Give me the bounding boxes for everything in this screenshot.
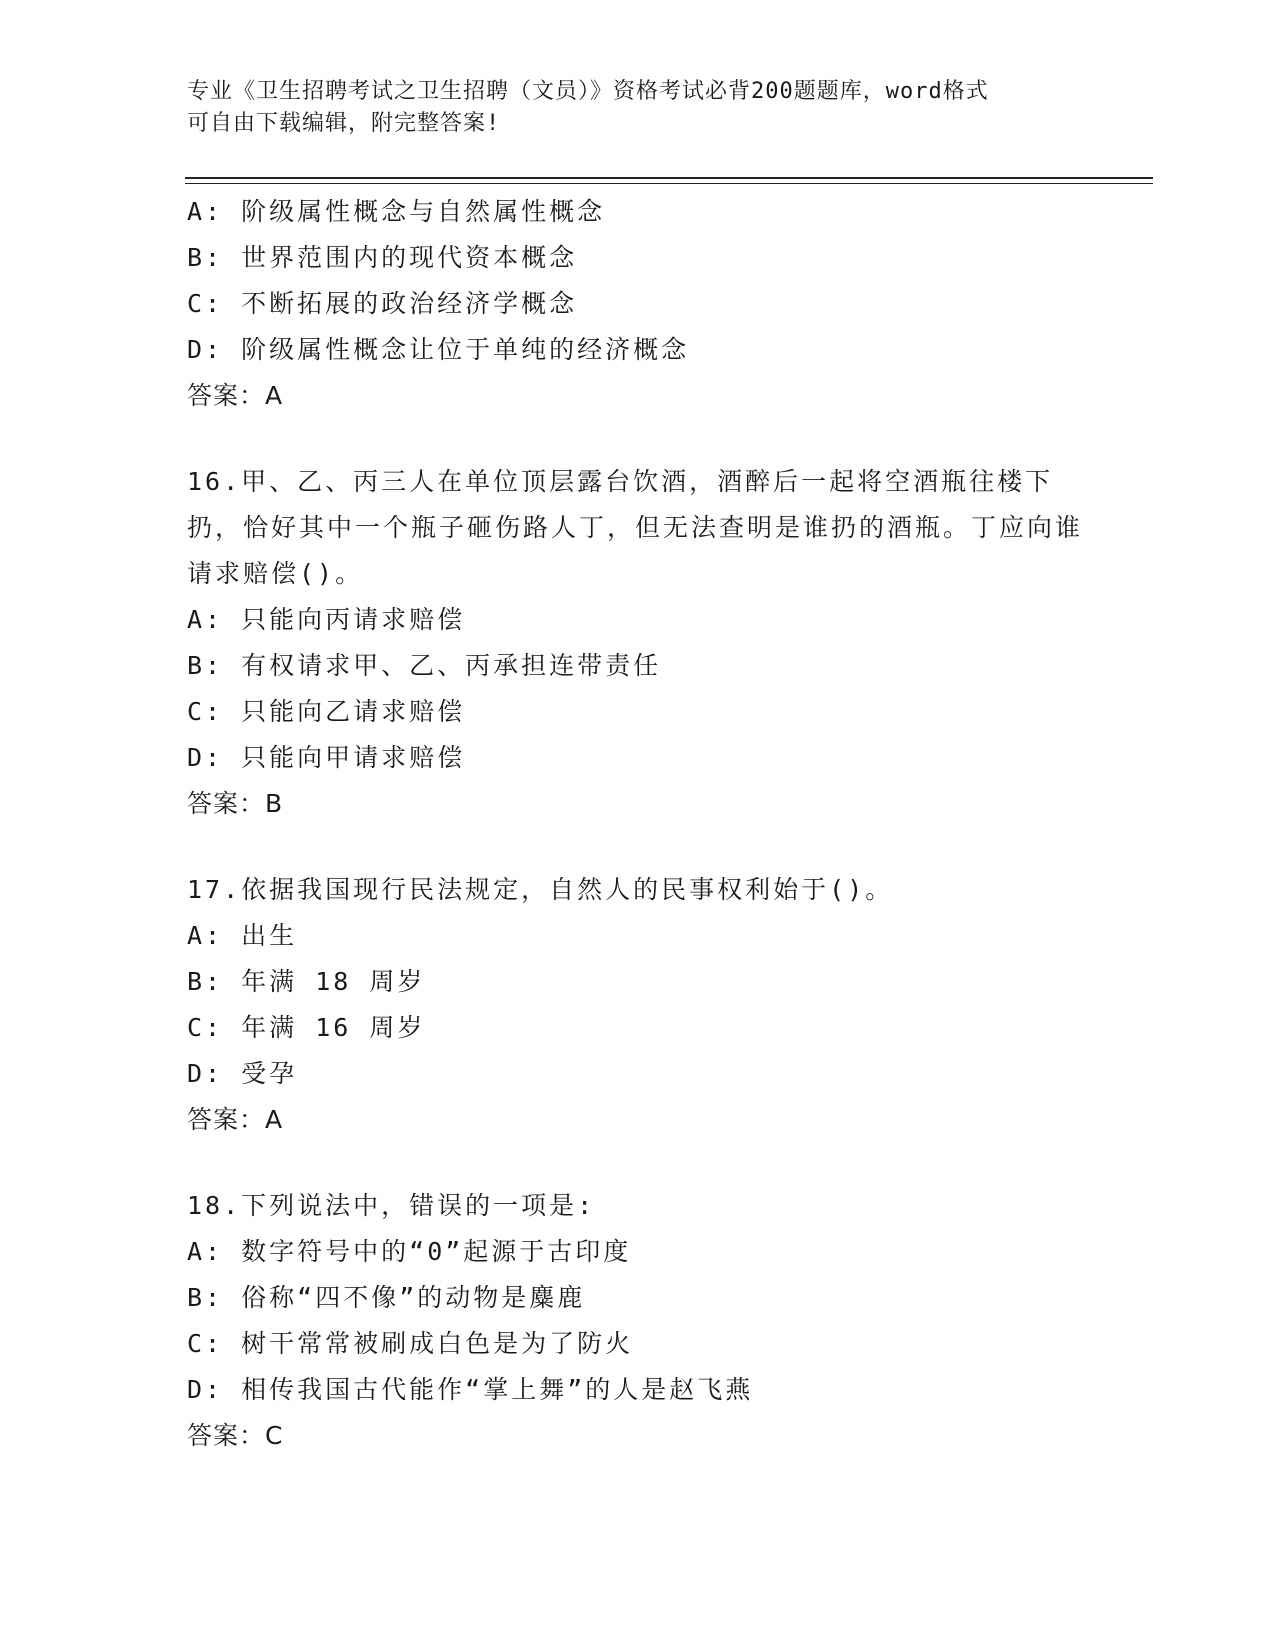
question-text: 17.依据我国现行民法规定，自然人的民事权利始于()。 xyxy=(187,875,894,904)
option-b: B: 有权请求甲、乙、丙承担连带责任 xyxy=(187,651,662,680)
option-b: B: 年满 18 周岁 xyxy=(187,967,426,996)
document-body xyxy=(187,189,1107,1459)
question-text: 16.甲、乙、丙三人在单位顶层露台饮酒，酒醉后一起将空酒瓶往楼下扔，恰好其中一个瓶子砸伤路人丁，但无法查明是谁扔的酒瓶。丁应向谁请求赔偿()。 xyxy=(187,467,1084,588)
option-c: C: 树干常常被刷成白色是为了防火 xyxy=(187,1329,634,1358)
answer-line: 答案：B xyxy=(187,789,284,818)
header-divider-thin xyxy=(185,183,1153,184)
document-header xyxy=(187,76,1087,140)
option-b: B: 俗称“四不像”的动物是麋鹿 xyxy=(187,1283,586,1312)
option-d: D: 相传我国古代能作“掌上舞”的人是赵飞燕 xyxy=(187,1375,754,1404)
question-block-15 xyxy=(187,189,1107,419)
option-a: A: 只能向丙请求赔偿 xyxy=(187,605,466,634)
answer-line: 答案：A xyxy=(187,381,284,410)
option-d: D: 只能向甲请求赔偿 xyxy=(187,743,466,772)
option-a: A: 出生 xyxy=(187,921,298,950)
header-line-2: 可自由下载编辑，附完整答案! xyxy=(187,111,501,136)
question-block-16 xyxy=(187,459,1107,827)
option-a: A: 数字符号中的“0”起源于古印度 xyxy=(187,1237,632,1266)
answer-line: 答案：A xyxy=(187,1105,284,1134)
question-text: 18.下列说法中，错误的一项是: xyxy=(187,1191,596,1220)
header-divider xyxy=(185,177,1153,179)
option-b: B: 世界范围内的现代资本概念 xyxy=(187,243,578,272)
option-a: A: 阶级属性概念与自然属性概念 xyxy=(187,197,606,226)
option-d: D: 阶级属性概念让位于单纯的经济概念 xyxy=(187,335,690,364)
answer-line: 答案：C xyxy=(187,1421,284,1450)
option-d: D: 受孕 xyxy=(187,1059,298,1088)
option-c: C: 年满 16 周岁 xyxy=(187,1013,426,1042)
header-line-1: 专业《卫生招聘考试之卫生招聘（文员）》资格考试必背200题题库，word格式 xyxy=(187,79,989,104)
option-c: C: 不断拓展的政治经济学概念 xyxy=(187,289,578,318)
option-c: C: 只能向乙请求赔偿 xyxy=(187,697,466,726)
question-block-17 xyxy=(187,867,1107,1143)
question-block-18 xyxy=(187,1183,1107,1459)
